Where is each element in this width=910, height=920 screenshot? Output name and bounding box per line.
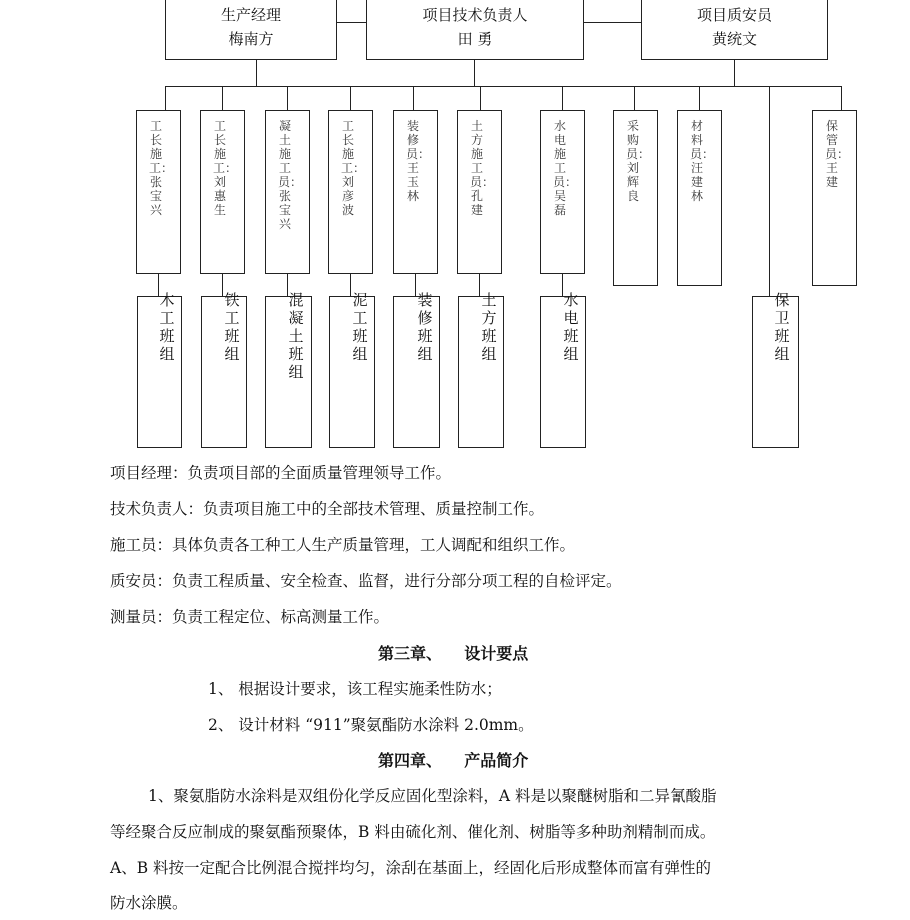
team-box bbox=[458, 291, 504, 448]
chapter4-paragraph-line: 等经聚合反应制成的聚氨酯预聚体，B 料由硫化剂、催化剂、树脂等多种助剂精制而成。 bbox=[110, 823, 716, 841]
staff-label: 工长施工：张宝兴 bbox=[149, 119, 174, 217]
connector-line bbox=[287, 86, 288, 110]
team-label: 土方班组 bbox=[481, 291, 497, 363]
staff-box bbox=[677, 110, 722, 286]
staff-box bbox=[812, 110, 857, 286]
staff-box bbox=[328, 110, 373, 274]
staff-label: 工长施工：刘惠生 bbox=[213, 119, 238, 217]
team-box bbox=[265, 291, 312, 448]
staff-label: 采购员：刘辉良 bbox=[626, 119, 651, 203]
connector-line bbox=[256, 60, 257, 86]
chapter4-paragraph-line: 1、聚氨脂防水涂料是双组份化学反应固化型涂料，A 料是以聚醚树脂和二异氰酸脂 bbox=[148, 787, 717, 805]
staff-label: 水电施工员：吴磊 bbox=[553, 119, 578, 217]
connector-line bbox=[350, 86, 351, 110]
team-label: 木工班组 bbox=[159, 291, 175, 363]
team-label: 保卫班组 bbox=[774, 291, 790, 363]
team-box bbox=[329, 291, 375, 448]
technical-lead-box bbox=[366, 0, 584, 60]
connector-line bbox=[734, 60, 735, 86]
staff-label: 工长施工：刘彦波 bbox=[341, 119, 366, 217]
team-box bbox=[137, 291, 182, 448]
staff-label: 土方施工员：孔建 bbox=[470, 119, 495, 217]
team-label: 混凝土班组 bbox=[288, 291, 304, 381]
connector-line bbox=[769, 86, 770, 296]
staff-box bbox=[265, 110, 310, 274]
team-box bbox=[752, 291, 799, 448]
duty-construction-worker: 施工员：具体负责各工种工人生产质量管理，工人调配和组织工作。 bbox=[110, 536, 576, 554]
duty-project-manager: 项目经理：负责项目部的全面质量管理领导工作。 bbox=[110, 464, 452, 482]
connector-line bbox=[165, 86, 166, 110]
technical-lead-name: 田 勇 bbox=[457, 30, 493, 48]
quality-safety-officer-box bbox=[641, 0, 828, 60]
staff-box bbox=[200, 110, 245, 274]
connector-line bbox=[413, 86, 414, 110]
team-label: 泥工班组 bbox=[352, 291, 368, 363]
connector-line bbox=[841, 86, 842, 110]
chapter3-item: 2、 设计材料 “911”聚氨酯防水涂料 2.0mm。 bbox=[208, 716, 534, 734]
chapter3-title: 第三章、 设计要点 bbox=[378, 644, 529, 663]
team-box bbox=[201, 291, 247, 448]
chapter4-paragraph-line: A、B 料按一定配合比例混合搅拌均匀，涂刮在基面上，经固化后形成整体而富有弹性的 bbox=[110, 859, 712, 877]
staff-box bbox=[613, 110, 658, 286]
quality-safety-officer-name: 黄统文 bbox=[711, 30, 757, 48]
connector-line bbox=[634, 86, 635, 110]
connector-line bbox=[474, 60, 475, 86]
connector-line bbox=[222, 86, 223, 110]
connector-line bbox=[480, 86, 481, 110]
chapter4-title: 第四章、 产品简介 bbox=[378, 751, 529, 770]
duty-surveyor: 测量员：负责工程定位、标高测量工作。 bbox=[110, 608, 390, 626]
staff-box bbox=[393, 110, 438, 274]
connector-line bbox=[337, 22, 366, 23]
chapter3-item: 1、 根据设计要求，该工程实施柔性防水； bbox=[208, 680, 502, 698]
connector-line bbox=[562, 86, 563, 110]
staff-label: 保管员：王建 bbox=[825, 119, 850, 189]
bus-line bbox=[165, 86, 841, 87]
staff-box bbox=[457, 110, 502, 274]
production-manager-name: 梅南方 bbox=[228, 30, 274, 48]
staff-box bbox=[136, 110, 181, 274]
team-label: 装修班组 bbox=[417, 291, 433, 363]
duty-quality-safety: 质安员：负责工程质量、安全检查、监督，进行分部分项工程的自检评定。 bbox=[110, 572, 622, 590]
staff-label: 装修员：王玉林 bbox=[406, 119, 431, 203]
production-manager-box bbox=[165, 0, 337, 60]
team-label: 铁工班组 bbox=[224, 291, 240, 363]
chapter4-paragraph-line: 防水涂膜。 bbox=[110, 894, 188, 912]
staff-box bbox=[540, 110, 585, 274]
production-manager-role: 生产经理 bbox=[220, 6, 281, 24]
team-box bbox=[540, 291, 586, 448]
staff-label: 凝土施工员：张宝兴 bbox=[278, 119, 303, 231]
connector-line bbox=[699, 86, 700, 110]
duty-technical-lead: 技术负责人：负责项目施工中的全部技术管理、质量控制工作。 bbox=[110, 500, 545, 518]
team-box bbox=[393, 291, 440, 448]
technical-lead-role: 项目技术负责人 bbox=[422, 6, 528, 24]
connector-line bbox=[584, 22, 641, 23]
staff-label: 材料员：汪建林 bbox=[690, 119, 715, 203]
team-label: 水电班组 bbox=[563, 291, 579, 363]
quality-safety-officer-role: 项目质安员 bbox=[696, 6, 772, 24]
